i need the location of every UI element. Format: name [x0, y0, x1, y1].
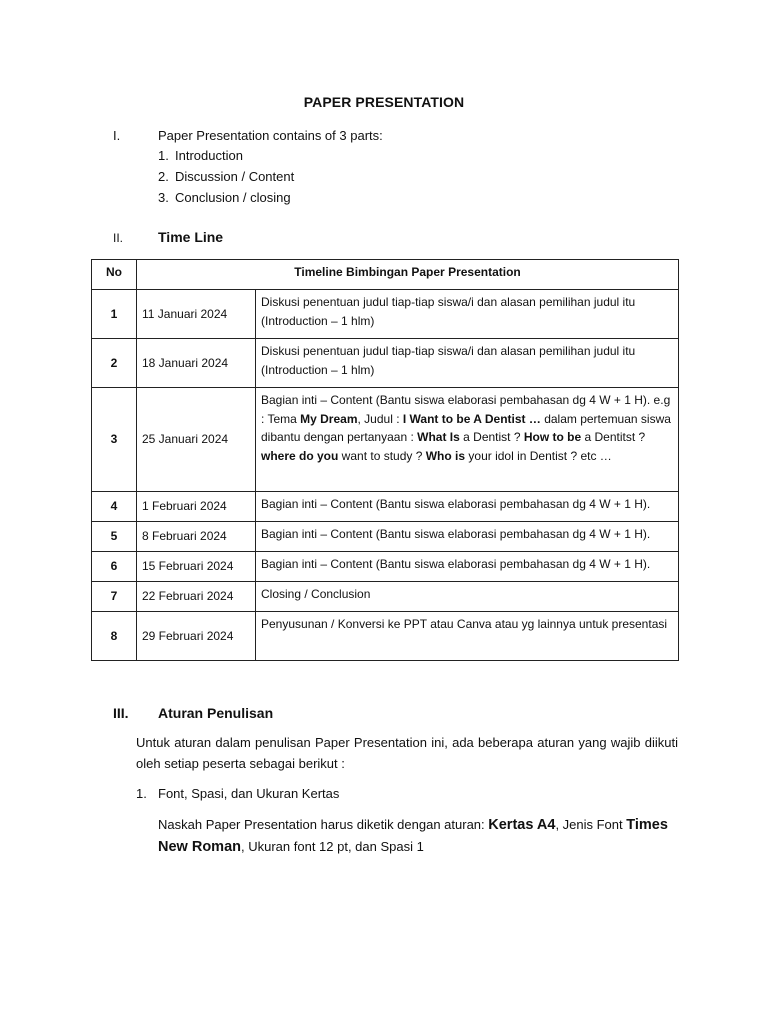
list-item-text: Discussion / Content — [175, 169, 295, 184]
table-row — [92, 290, 679, 339]
row-number: 2 — [92, 339, 137, 388]
rule-paragraph: Naskah Paper Presentation harus diketik dengan aturan: Kertas A4, Jenis Font Times New Roman, Ukuran font 12 pt, dan Spasi 1 — [158, 817, 668, 855]
column-header-title: Timeline Bimbingan Paper Presentation — [137, 260, 679, 290]
row-date: 29 Februari 2024 — [137, 612, 256, 661]
row-date: 1 Februari 2024 — [137, 492, 256, 522]
row-description: Bagian inti – Content (Bantu siswa elaborasi pembahasan dg 4 W + 1 H). — [256, 522, 679, 552]
row-date: 11 Januari 2024 — [137, 290, 256, 339]
row-number: 7 — [92, 582, 137, 612]
table-row — [92, 612, 679, 661]
table-row — [92, 492, 679, 522]
list-item-number: 1. — [158, 148, 169, 163]
rule-item-title: Font, Spasi, dan Ukuran Kertas — [158, 786, 340, 801]
section-2-numeral: II. — [113, 231, 124, 245]
table-row — [92, 388, 679, 492]
row-number: 8 — [92, 612, 137, 661]
table-row — [92, 339, 679, 388]
list-item — [158, 148, 243, 163]
table-row — [92, 552, 679, 582]
section-3-numeral: III. — [113, 705, 129, 721]
row-number: 5 — [92, 522, 137, 552]
section-3-paragraph: Untuk aturan dalam penulisan Paper Presentation ini, ada beberapa aturan yang wajib diikuti oleh setiap peserta sebagai berikut : — [136, 735, 678, 771]
row-description: Bagian inti – Content (Bantu siswa elaborasi pembahasan dg 4 W + 1 H). — [256, 552, 679, 582]
list-item-text: Introduction — [175, 148, 243, 163]
rule-item-number: 1. — [136, 786, 147, 801]
table-row — [92, 522, 679, 552]
row-date: 22 Februari 2024 — [137, 582, 256, 612]
row-number: 6 — [92, 552, 137, 582]
timeline-table — [91, 259, 679, 661]
document-title: PAPER PRESENTATION — [303, 94, 465, 110]
row-description: Bagian inti – Content (Bantu siswa elaborasi pembahasan dg 4 W + 1 H). e.g : Tema My Dream, Judul : I Want to be A Dentist … dalam pertemuan siswa dibantu dengan pertanyaan : What Is a Dentist ? How to be a Dentitst ? where do you want to study ? Who is your idol in Dentist ? etc … — [256, 388, 679, 492]
table-header-row — [92, 260, 679, 290]
row-date: 18 Januari 2024 — [137, 339, 256, 388]
list-item-text: Conclusion / closing — [175, 190, 291, 205]
column-header-no: No — [92, 260, 137, 290]
list-item-number: 2. — [158, 169, 169, 184]
section-3-heading: Aturan Penulisan — [158, 705, 274, 721]
section-1-intro: Paper Presentation contains of 3 parts: — [158, 128, 383, 143]
row-description: Closing / Conclusion — [256, 582, 679, 612]
row-description: Penyusunan / Konversi ke PPT atau Canva atau yg lainnya untuk presentasi — [256, 612, 679, 661]
list-item — [158, 190, 291, 205]
row-number: 1 — [92, 290, 137, 339]
row-description: Diskusi penentuan judul tiap-tiap siswa/i dan alasan pemilihan judul itu (Introduction – 1 hlm) — [256, 290, 679, 339]
section-1-numeral: I. — [113, 128, 121, 143]
row-description: Diskusi penentuan judul tiap-tiap siswa/i dan alasan pemilihan judul itu (Introduction – 1 hlm) — [256, 339, 679, 388]
table-row — [92, 582, 679, 612]
list-item-number: 3. — [158, 190, 169, 205]
row-date: 8 Februari 2024 — [137, 522, 256, 552]
row-number: 4 — [92, 492, 137, 522]
row-date: 15 Februari 2024 — [137, 552, 256, 582]
row-number: 3 — [92, 388, 137, 492]
list-item — [158, 169, 294, 184]
section-2-heading: Time Line — [158, 229, 224, 245]
row-date: 25 Januari 2024 — [137, 388, 256, 492]
row-description: Bagian inti – Content (Bantu siswa elaborasi pembahasan dg 4 W + 1 H). — [256, 492, 679, 522]
